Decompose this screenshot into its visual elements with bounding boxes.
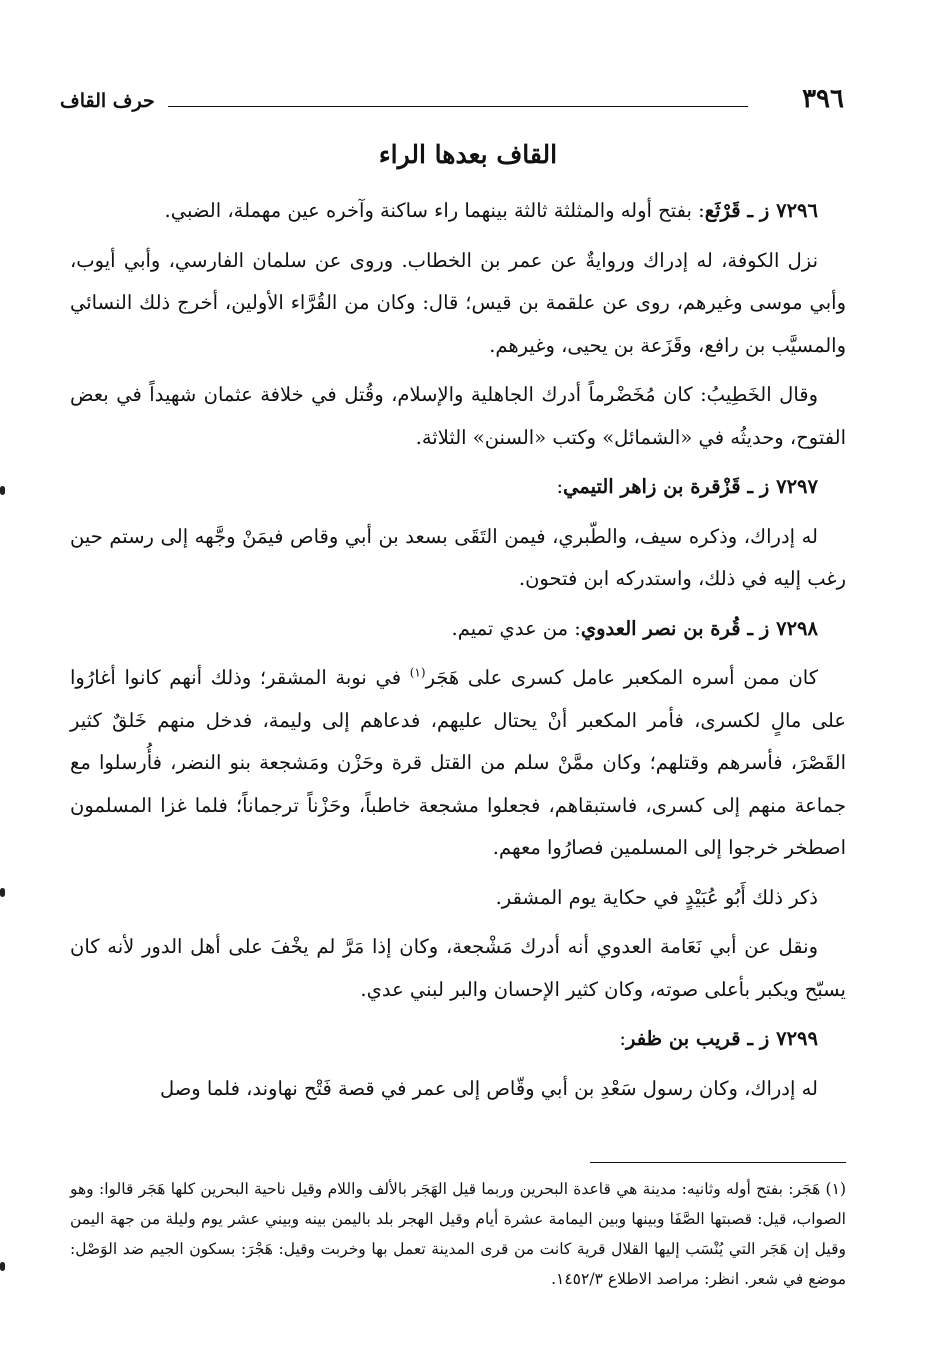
entry-7296-paragraph-1: نزل الكوفة، له إدراك وروايةٌ عن عمر بن الخطاب. وروى عن سلمان الفارسي، وأبي أيوب، وأبي موسى وغيرهم، روى عن علقمة بن قيس؛ قال: وكان من القُرَّاء الأولين، أخرج ذلك النسائي والمسيَّب بن رافع، وقَزَعة بن يحيى، وغيرهم. (70, 248, 846, 357)
scan-mark (0, 888, 5, 897)
entry-7298-text-b: في نوبة المشقر؛ وذلك أنهم كانوا أغارُوا على مالٍ لكسرى، فأمر المكعبر أنْ يحتال عليهم، فدعاهم إلى وليمة، فدخل منهم خَلقٌ كثير القَصْرَ، فأسرهم وقتلهم؛ وكان ممَّنْ سلم من القتل قرة وحَزْن ومَشجعة بنو النضر، فأُرسلوا مع جماعة منهم إلى كسرى، فاستبقاهم، فجعلوا مشجعة خاطباً، وحَزْناً ترجماناً؛ فلما غزا المسلمون اصطخر خرجوا إلى المسلمين فصارُوا معهم. (70, 666, 846, 859)
entry-7298-name: ٧٢٩٨ ز ـ قُرة بن نصر العدوي (580, 616, 818, 640)
scan-mark (0, 1262, 5, 1271)
entry-7299-heading (70, 1018, 846, 1061)
header-rule (168, 106, 748, 107)
main-text (70, 190, 846, 1117)
section-title: القاف بعدها الراء (378, 140, 558, 169)
entry-7299-paragraph-1: له إدراك، وكان رسول سَعْدِ بن أبي وقّاص إلى عمر في قصة فَتْح نهاوند، فلما وصل (159, 1076, 818, 1100)
entry-7297-paragraph-1: له إدراك، وذكره سيف، والطّبري، فيمن التَقَى بسعد بن أبي وقاص فيمَنْ وجَّهه إلى رستم حين رغب إليه في ذلك، واستدركه ابن فتحون. (70, 524, 846, 590)
footnote: (١) هَجَر: بفتح أوله وثانيه: مدينة هي قاعدة البحرين وربما قيل الهَجَر بالألف واللام وقيل ناحية البحرين كلها هَجَر قالوا: وهو الصواب، قيل: قصبتها الصَّفَا وبينها وبين اليمامة عشرة أيام وقيل الهجر بلد باليمن بينه وبيني عشر يوم وليلة من جهة اليمن وقيل إن هَجَر التي يُنْسَب إليها القلال قرية كانت من قرى المدينة تعمل بها وخربت وقيل: هَجْرَ: بسكون الجيم ضد الوَصْل: موضع في شعر. انظر: مراصد الاطلاع ١٤٥٢/٣. (70, 1180, 846, 1288)
entry-7298-paragraph-1 (70, 657, 846, 870)
page-header (60, 84, 844, 124)
running-title: حرف القاف (60, 90, 155, 112)
entry-7296-intro: : بفتح أوله والمثلثة ثالثة بينهما راء ساكنة وآخره عين مهملة، الضبي. (164, 199, 705, 222)
footnote-reference: (١) (409, 665, 426, 680)
entry-7296-name: ٧٢٩٦ ز ـ قَرْثَع (704, 199, 818, 222)
entry-7296-heading (70, 190, 846, 233)
entry-7298-heading (70, 608, 846, 651)
footnote-rule (590, 1162, 846, 1163)
entry-7299-intro: : (619, 1027, 626, 1050)
entry-7298-text-a: كان ممن أسره المكعبر عامل كسرى على هَجَر (425, 666, 818, 689)
page-number: ٣٩٦ (802, 84, 844, 114)
entry-7299-name: ٧٢٩٩ ز ـ قريب بن ظفر (625, 1027, 818, 1050)
entry-7298-intro: : من عدي تميم. (451, 616, 581, 640)
entry-7298-paragraph-2: ذكر ذلك أَبُو عُبَيْدٍ في حكاية يوم المشقر. (495, 885, 818, 909)
entry-7297-name: ٧٢٩٧ ز ـ قَزْقرة بن زاهر التيمي (563, 475, 818, 498)
entry-7297-heading (70, 466, 846, 509)
entry-7296-paragraph-2: وقال الخَطِيبُ: كان مُخَضْرماً أدرك الجاهلية والإسلام، وقُتل في خلافة عثمان شهيداً في بعض الفتوح، وحديثُه في «الشمائل» وكتب «السنن» الثلاثة. (70, 383, 846, 449)
entry-7297-intro: : (556, 475, 564, 498)
entry-7298-paragraph-3: ونقل عن أبي نَعَامة العدوي أنه أدرك مَشْجعة، وكان إذا مَرَّ لم يخْفَ على أهل الدور لأنه كان يسبّح ويكبر بأعلى صوته، وكان كثير الإحسان والبر لبني عدي. (70, 935, 846, 1001)
scan-mark (0, 486, 5, 495)
